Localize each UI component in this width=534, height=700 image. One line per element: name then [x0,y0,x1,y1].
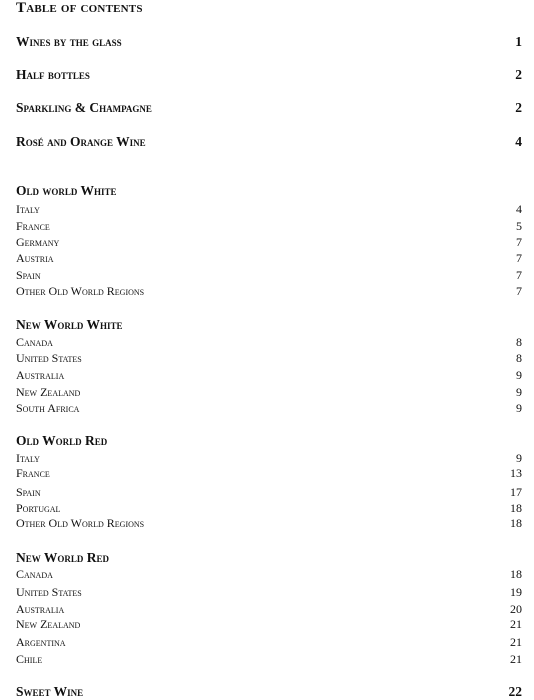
toc-item-page: 5 [516,219,522,233]
toc-item-page: 7 [516,284,522,298]
toc-item-label: Other Old World Regions [16,516,145,530]
toc-item[interactable] [16,284,522,299]
toc-item-label: Chile [16,652,43,666]
toc-item[interactable] [16,652,522,667]
toc-item[interactable] [16,567,522,582]
toc-item-page: 20 [510,602,522,616]
section-heading-label: Old world White [16,183,117,198]
toc-item-label: Canada [16,567,53,581]
toc-item[interactable] [16,602,522,617]
toc-entry-page: 22 [508,684,522,699]
toc-item-page: 4 [516,202,522,216]
toc-item[interactable] [16,335,522,350]
toc-item-page: 21 [510,617,522,631]
toc-item[interactable] [16,219,522,234]
toc-item[interactable] [16,351,522,366]
toc-entry-page: 1 [515,34,522,49]
toc-item[interactable] [16,451,522,466]
toc-item[interactable] [16,251,522,266]
toc-item[interactable] [16,585,522,600]
toc-entry-page: 4 [515,134,522,149]
toc-item[interactable] [16,385,522,400]
toc-entry-rose-orange[interactable] [16,134,522,150]
toc-item-label: Portugal [16,501,61,515]
toc-item[interactable] [16,501,522,516]
toc-item-page: 8 [516,335,522,349]
toc-item-page: 21 [510,635,522,649]
toc-item-page: 7 [516,235,522,249]
toc-item-label: France [16,219,50,233]
toc-entry-sweet-wine[interactable] [16,684,522,700]
section-heading-label: New World Red [16,550,110,565]
section-heading-new-world-white[interactable] [16,317,522,333]
toc-item[interactable] [16,635,522,650]
toc-item-page: 17 [510,485,522,499]
toc-entry-sparkling[interactable] [16,100,522,116]
toc-item-label: Other Old World Regions [16,284,145,298]
toc-item-label: Germany [16,235,60,249]
toc-item[interactable] [16,268,522,283]
toc-entry-page: 2 [515,100,522,115]
toc-item-page: 9 [516,385,522,399]
toc-item-label: Italy [16,202,40,216]
toc-item-page: 9 [516,401,522,415]
toc-entry-label: Half bottles [16,67,90,82]
toc-item-page: 7 [516,251,522,265]
toc-item[interactable] [16,617,522,632]
toc-item[interactable] [16,368,522,383]
toc-entry-label: Sparkling & Champagne [16,100,152,115]
toc-item-page: 18 [510,501,522,515]
section-heading-label: New World White [16,317,123,332]
toc-entry-wines-by-the-glass[interactable] [16,34,522,50]
toc-item-page: 9 [516,451,522,465]
toc-item-label: France [16,466,50,480]
toc-item-label: Italy [16,451,40,465]
toc-item-label: New Zealand [16,385,81,399]
toc-item[interactable] [16,401,522,416]
toc-entry-label: Sweet Wine [16,684,84,699]
toc-item[interactable] [16,235,522,250]
toc-item-label: Austria [16,251,54,265]
section-heading-label: Old World Red [16,433,108,448]
toc-item[interactable] [16,202,522,217]
page-title: Table of contents [16,0,143,16]
toc-item-label: New Zealand [16,617,81,631]
toc-item-page: 18 [510,567,522,581]
toc-item-label: Australia [16,602,65,616]
toc-entry-half-bottles[interactable] [16,67,522,83]
toc-item[interactable] [16,516,522,531]
toc-entry-label: Wines by the glass [16,34,122,49]
toc-item-label: United States [16,351,82,365]
toc-item-page: 9 [516,368,522,382]
toc-item-label: Argentina [16,635,66,649]
section-heading-old-world-white[interactable] [16,183,522,199]
toc-item-page: 21 [510,652,522,666]
toc-entry-page: 2 [515,67,522,82]
toc-item-page: 7 [516,268,522,282]
toc-entry-label: Rosé and Orange Wine [16,134,146,149]
toc-item[interactable] [16,466,522,481]
toc-item-label: Spain [16,485,41,499]
toc-item[interactable] [16,485,522,500]
toc-item-label: United States [16,585,82,599]
toc-item-label: Canada [16,335,53,349]
toc-item-page: 19 [510,585,522,599]
section-heading-old-world-red[interactable] [16,433,522,449]
toc-item-page: 13 [510,466,522,480]
section-heading-new-world-red[interactable] [16,550,522,566]
toc-item-page: 8 [516,351,522,365]
toc-item-page: 18 [510,516,522,530]
toc-item-label: South Africa [16,401,80,415]
toc-item-label: Spain [16,268,41,282]
toc-item-label: Australia [16,368,65,382]
